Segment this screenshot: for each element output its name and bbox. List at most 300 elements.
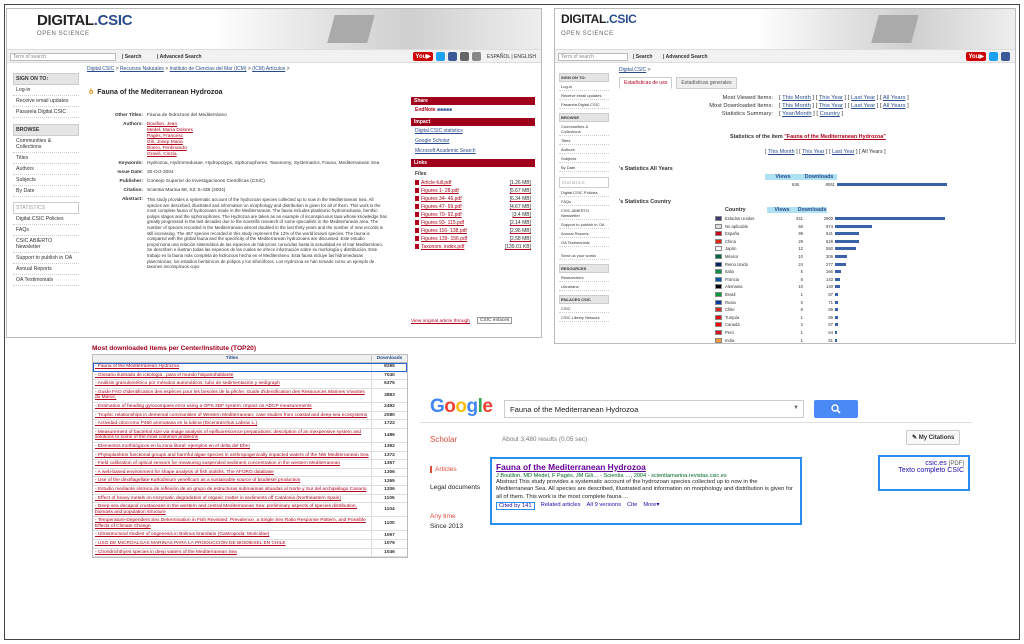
flag-icon	[715, 307, 722, 312]
statistics-button[interactable]: STATISTICS	[13, 202, 79, 214]
country-downloads: 71	[828, 299, 833, 305]
country-views: 5	[800, 269, 803, 275]
country-views: 1	[800, 292, 803, 297]
item-title-link[interactable]: - Fauna of the Mediterranean Hydrozoa	[95, 364, 179, 369]
stat-label: Most Viewed Items:	[722, 95, 773, 101]
field-label: Publisher:	[119, 179, 143, 184]
pdf-icon	[415, 196, 419, 201]
flag-icon	[715, 269, 722, 274]
filter-any-time[interactable]: Any time	[430, 513, 456, 520]
sidebar-item-titles[interactable]: Titles	[559, 136, 609, 145]
country-row	[715, 314, 955, 321]
download-count: 1046	[371, 549, 407, 557]
youtube-icon[interactable]: You▶	[415, 54, 431, 60]
views-header: Views	[767, 207, 797, 213]
top20-panel	[86, 345, 414, 638]
country-name: Japón	[725, 246, 737, 252]
item-title-link[interactable]: - Phytoplankton functional groups and harmful algae species in anthropogenically impacted waters of the NW Mediterranean Sea	[95, 452, 369, 458]
country-bar	[835, 263, 846, 266]
flag-icon	[715, 254, 722, 259]
search-input[interactable]: Term of search	[10, 53, 116, 61]
site-logo[interactable]	[37, 12, 132, 29]
country-name: Canadá	[725, 322, 740, 328]
my-citations-button[interactable]: ✎ My Citations	[906, 430, 960, 445]
site-logo[interactable]	[561, 12, 637, 26]
field-label: Abstract:	[121, 197, 143, 202]
country-views: 29	[798, 238, 803, 244]
csic-statistics-link[interactable]: Digital.CSIC statistics	[415, 128, 463, 134]
sidebar-item-support-oa[interactable]: Support to publish in OA	[13, 253, 79, 264]
author-link[interactable]: Medel, María Dolores	[147, 128, 193, 133]
site-header	[7, 9, 541, 49]
country-row	[715, 337, 955, 344]
flag-icon	[715, 216, 722, 221]
country-row	[715, 223, 955, 230]
item-title-link[interactable]: - Estimation of heading gyrocompass error using a GPS 3DF system: Impact on ADCP measurements	[95, 403, 312, 409]
social-icons	[966, 52, 1010, 61]
sidebar-item-policies[interactable]: Digital.CSIC Policies	[13, 214, 79, 225]
pdf-icon	[415, 244, 419, 249]
author-link[interactable]: Bouillon, Jean	[147, 122, 178, 127]
item-title-link[interactable]: - Temperature-Dependent Sex Determination in Fish Revisited: Prevalence, a Single Sex Ratio Response Pattern, and Possible Effects of Climate Change	[95, 518, 366, 529]
stat-link[interactable]: This Month	[782, 95, 811, 101]
filter-legal[interactable]: Legal documents	[430, 484, 481, 491]
country-row	[715, 238, 955, 245]
search-input[interactable]: Term of search	[558, 53, 628, 61]
issue-date-value: 30-Oct-2004	[147, 170, 174, 175]
breadcrumb-item[interactable]: Digital.CSIC	[87, 66, 115, 72]
country-bar	[835, 331, 837, 334]
google-scholar-link[interactable]: Google Scholar	[415, 138, 450, 144]
country-bar	[835, 316, 838, 319]
item-title-link[interactable]: - Effect of heavy metals on enzymatic degradation of organic matter in sediments off Catalonia (Northeastern Spain)	[95, 495, 341, 501]
file-size: [3.4 MB]	[512, 212, 531, 218]
divider	[420, 422, 972, 423]
sidebar-item-oa-testimonials[interactable]: OA Testimonials	[13, 275, 79, 286]
microsoft-academic-link[interactable]: Microsoft Academic Search	[415, 148, 476, 154]
left-sidebar	[13, 71, 79, 286]
views-header: Views	[765, 174, 801, 180]
item-title-link[interactable]: - A web-based environment for shape analysis of fish otoliths. The AFORO database	[95, 469, 274, 475]
search-icon	[831, 404, 841, 414]
cited-by-link[interactable]: Cited by 141	[496, 502, 535, 510]
share-heading: Share	[411, 97, 535, 105]
record-title-text: Fauna of the Mediterranean Hydrozoa	[97, 89, 223, 96]
table-row	[93, 443, 407, 452]
country-downloads: 143	[826, 276, 833, 282]
item-title-link[interactable]: - Glosario ilustrado de ictiología : para el mundo hispanohablante	[95, 372, 234, 378]
sidebar-item-annual-reports[interactable]: Annual Reports	[13, 264, 79, 275]
breadcrumb-item[interactable]: Recursos Naturales	[119, 66, 164, 72]
sidebar-item-newsletter[interactable]: CSIC ABIERTO Newsletter	[13, 236, 79, 253]
sidebar-item-subjects[interactable]: Subjects	[559, 154, 609, 163]
country-row	[715, 230, 955, 237]
file-size: [5.67 MB]	[509, 188, 531, 194]
related-articles-link[interactable]: Related articles	[540, 502, 581, 509]
file-link[interactable]: Figures 1- 28.pdf [5.67 MB]	[411, 187, 535, 195]
facebook-icon[interactable]	[448, 52, 457, 61]
file-link[interactable]: Figures 70- 92.pdf [3.4 MB]	[411, 211, 535, 219]
item-title-link[interactable]: - Actividad citocromo P450 aromatasa en la lubina (Dicentrarchus Labrax L.)	[95, 421, 258, 427]
twitter-icon[interactable]	[989, 52, 998, 61]
item-title-link[interactable]: - Ultrastructural studies of oogenesis in Bolinus brandaris (Gastropoda: Muricidae)	[95, 532, 270, 538]
country-name: China	[725, 238, 736, 244]
stat-label: Most Downloaded Items:	[709, 103, 773, 109]
abstract-value: This study provides a systematic account of the hydrozoan species collected up to now in the Mediterranean Sea. All species are described, illustrated and information on morphology and distribution is given for all of them. This work is the most complete fauna of hydrozoans made in the Mediterranean. The fauna includes planktonic hydromedusae, benthic polyps stages and the siphonophores. The Hydrozoa are taken as an example of inconspicuous taxa whose knowledge has greatly progressed in the last decades due to the scientific research of some specialists in the Mediterranean area. The number of species recorded in the Mediterranean almost doubled in the last thirty years and the number of new records is still increasing. The 457 species recorded in this study represent the 12% of the world known species. The fauna is compared with the global fauna and the specificity of the Mediterranean hydrozoans are discussed. Este estudio proporciona una relación sistemática de las especies de hidrozoos conocidas hasta la actualidad en el mar Mediterráneo. Se describen e ilustran todas las especies de las cuales se ofrece información sobre su morfología y distribución. Este trabajo es la fauna más completa de hidrozoos hecha en el Mediterráneo. Esta fauna incluye las hidromedusas planctónicas, los estadios bentónicos de pólipos y los sifonóforos. Los Hydrozoa se han tomado como un ejemplo de taxones inconspicuos cuyo	[147, 197, 387, 270]
country-name: Alemania	[725, 284, 743, 290]
country-downloads: 974	[826, 223, 833, 229]
result-title-link[interactable]: Fauna of the Mediterranean Hydrozoa	[496, 462, 646, 472]
breadcrumb-item[interactable]: (ICM) Artículos	[252, 66, 286, 72]
sidebar-item-by-date[interactable]: By Date	[559, 163, 609, 172]
field-label: Keywords:	[118, 161, 143, 166]
country-name: Brasil	[725, 292, 736, 297]
language-switch[interactable]: ESPAÑOL | ENGLISH	[486, 53, 536, 60]
country-heading: 's Statistics Country	[619, 199, 671, 205]
author-link[interactable]: Boero, Ferdinando	[147, 146, 187, 151]
pdf-icon	[415, 204, 419, 209]
sidebar-item-login[interactable]: Log-in	[13, 85, 79, 96]
rss-icon[interactable]	[460, 52, 469, 61]
period-current: All Years	[861, 149, 883, 155]
stat-link[interactable]: This Month	[782, 103, 811, 109]
country-bar	[835, 339, 837, 342]
table-row	[93, 452, 407, 461]
stat-links: Most Viewed Items: [ This Month ] [ This Year ] [ Last Year ] [ All Years ] Most Downloaded Items: [ This Month ] [ This Year ] [ Last Year ] [ All Years ] Statistics Summary: [ Year/Month ] [ Country ]	[619, 95, 959, 119]
sidebar-item[interactable]: CSIC ABIERTO Newsletter	[559, 206, 609, 220]
social-icons	[413, 52, 536, 61]
country-row	[715, 283, 955, 290]
period-link[interactable]: This Year	[801, 149, 825, 155]
download-count: 1722	[371, 420, 407, 428]
download-count: 1104	[371, 503, 407, 516]
download-count: 7040	[371, 372, 407, 380]
sidebar-item[interactable]: Digital.CSIC Policies	[559, 188, 609, 197]
country-name: España	[725, 231, 740, 237]
country-bar	[835, 293, 838, 296]
sidebar-item[interactable]: OA Testimonials	[559, 238, 609, 247]
country-views: 6	[800, 307, 803, 313]
record-fields	[89, 113, 389, 273]
field-label: Citation:	[123, 188, 143, 193]
sidebar-item-authors[interactable]: Authors	[13, 164, 79, 175]
versions-link[interactable]: All 9 versions	[586, 502, 621, 509]
advanced-search-link[interactable]: | Advanced Search	[157, 54, 202, 60]
file-link[interactable]: Figures 47- 69.pdf [4.67 MB]	[411, 203, 535, 211]
download-count: 1097	[371, 531, 407, 539]
result-abstract: Abstract This study provides a systematic account of the hydrozoan species collected up to now in the Mediterranean Sea. All species are described, illustrated and information on morphology and distribution is given for all of them. This work is the most complete fauna ...	[496, 479, 793, 500]
pdf-icon	[415, 212, 419, 217]
facebook-icon[interactable]	[1001, 52, 1010, 61]
item-title-link[interactable]: - USO DE MICROALGAS MARINAS PARA LA PRODUCCIÓN DE BIODIESEL EN CHILE	[95, 541, 286, 547]
country-downloads: 69	[828, 307, 833, 313]
filter-articles[interactable]: Articles	[430, 466, 457, 473]
table-row	[93, 363, 407, 372]
item-title-link[interactable]: - Elementos morfológicos en la zona litoral: ejemplos en el delta del Ebro	[95, 443, 250, 449]
country-row	[715, 306, 955, 313]
item-title-link[interactable]: - Chondrichthyes species in deep waters of the Mediterranean Sea	[95, 549, 237, 555]
file-link[interactable]: Figures 139- 156.pdf [2.58 MB]	[411, 235, 535, 243]
item-title-link[interactable]: - Deep-sea decapod crustaceans in the western and central Mediterranean Sea: preliminary aspects of species distribution, biomass and population structure	[95, 504, 357, 515]
stat-link[interactable]: This Year	[818, 103, 843, 109]
country-downloads: 87	[828, 292, 833, 297]
file-size: [2.96 MB]	[509, 228, 531, 234]
signon-heading: SIGN ON TO:	[559, 73, 609, 82]
download-count: 1079	[371, 540, 407, 548]
browse-heading: BROWSE	[559, 113, 609, 122]
impact-heading: Impact	[411, 118, 535, 126]
stat-link[interactable]: All Years	[882, 103, 906, 109]
statistics-panel	[554, 8, 1016, 344]
sidebar-item[interactable]: Researchers	[559, 273, 609, 282]
download-count: 1357	[371, 460, 407, 468]
country-row	[715, 299, 955, 306]
share-icons[interactable]: ■■■■■	[436, 107, 453, 113]
author-link[interactable]: Pagès, Francesc	[147, 134, 183, 139]
pencil-icon: ✎	[912, 435, 919, 441]
country-bar	[835, 217, 945, 220]
item-title-link[interactable]: - Measurement of bacterial size via image analysis of epifluorescence preparations: description of an inexpensive system and solutions to some of the most common problems	[95, 429, 362, 441]
sidebar-item[interactable]: Send us your works	[559, 251, 609, 260]
download-count: 2080	[371, 412, 407, 420]
table-row	[93, 412, 407, 421]
dropdown-arrow-icon[interactable]: ▼	[793, 405, 799, 411]
file-size: [4.67 MB]	[509, 204, 531, 210]
country-name: Chile	[725, 307, 735, 313]
google-logo[interactable]: Google	[430, 396, 493, 417]
sidebar-item-email-updates[interactable]: Receive email updates	[559, 91, 609, 100]
download-count: 8295	[371, 363, 407, 371]
scholar-search-input[interactable]: Fauna of the Mediterranean Hydrozoa ▼	[504, 400, 804, 418]
table-row	[93, 531, 407, 540]
tab-usage-stats[interactable]: Estadísticas de uso	[619, 77, 672, 89]
item-title-link[interactable]: - Estudio mediante sísmica de reflexión de un grupo de estructuras submarinas situadas al Norte y Sur del archipiélago Canario	[95, 486, 367, 492]
sidebar-item-subjects[interactable]: Subjects	[13, 175, 79, 186]
flag-icon	[715, 231, 722, 236]
more-link[interactable]: More▾	[643, 502, 660, 509]
country-views: 341	[796, 216, 803, 221]
other-titles-value: Fauna de hidrozoos del Mediterráneo	[147, 113, 227, 118]
author-link[interactable]: Gili, Josep Maria	[147, 140, 183, 145]
country-downloads: 306	[826, 254, 833, 259]
filter-since-2013[interactable]: Since 2013	[430, 523, 463, 530]
sidebar-item-titles[interactable]: Titles	[13, 153, 79, 164]
sidebar-item[interactable]: Librarians	[559, 282, 609, 291]
stat-link[interactable]: Last Year	[851, 95, 876, 101]
sidebar-item[interactable]: FAQs	[559, 197, 609, 206]
download-count: 1265	[371, 477, 407, 485]
field-label: Other Titles:	[114, 113, 143, 118]
breadcrumb: Digital.CSIC > Recursos Naturales > Instituto de Ciencias del Mar (ICM) > (ICM) Artículos >	[87, 66, 290, 72]
table-row	[93, 403, 407, 412]
authors-list	[147, 122, 389, 158]
country-downloads: 641	[826, 231, 833, 237]
sidebar-item[interactable]: Annual Reports	[559, 229, 609, 238]
cite-link[interactable]: Cite	[627, 502, 638, 509]
csic-enlaces-button[interactable]: CSIC enlaces	[477, 317, 512, 324]
sidebar-item[interactable]: CSIC Library Network	[559, 313, 609, 322]
sidebar-item-faqs[interactable]: FAQs	[13, 225, 79, 236]
table-row	[93, 372, 407, 381]
flag-icon	[715, 239, 722, 244]
file-size: [6.34 MB]	[509, 196, 531, 202]
country-bar	[835, 225, 872, 228]
country-row	[715, 268, 955, 275]
country-row	[715, 291, 955, 298]
pdf-icon	[415, 180, 419, 185]
mail-icon[interactable]	[472, 52, 481, 61]
stat-link[interactable]: All Years	[882, 95, 906, 101]
left-sidebar	[559, 71, 609, 322]
source-domain[interactable]: csic.es	[925, 460, 947, 467]
file-link[interactable]: Figures 116- 138.pdf [2.96 MB]	[411, 227, 535, 235]
table-row	[93, 486, 407, 495]
logo-csic: .CSIC	[93, 12, 133, 29]
share-row	[411, 105, 535, 115]
country-views: 1	[800, 314, 803, 320]
country-bar	[835, 308, 838, 311]
right-column	[411, 94, 535, 251]
sidebar-item-communities[interactable]: Communities & Collections	[559, 122, 609, 136]
table-row	[93, 429, 407, 443]
period-selector: [ This Month ] [ This Year ] [ Last Year ] [ All Years ]	[765, 149, 886, 155]
sidebar-item[interactable]: Support to publish in OA	[559, 220, 609, 229]
sidebar-item[interactable]: CSIC	[559, 304, 609, 313]
flag-icon	[715, 292, 722, 297]
search-result	[490, 457, 802, 525]
country-row	[715, 321, 955, 328]
country-name: México	[725, 254, 739, 259]
country-name: Reino Unido	[725, 261, 749, 267]
search-button[interactable]	[814, 400, 858, 418]
sidebar-item-pasarela[interactable]: Pasarela Digital.CSIC	[13, 107, 79, 118]
breadcrumb-item[interactable]: Instituto de Ciencias del Mar (ICM)	[169, 66, 247, 72]
country-downloads: 2900	[823, 216, 833, 221]
pdf-tag: [PDF]	[948, 461, 964, 467]
stat-link[interactable]: Last Year	[851, 103, 876, 109]
downloads-header: Downloads	[801, 174, 837, 180]
publisher-value: Consejo Superior de Investigaciones Científicas (CSIC)	[147, 179, 265, 184]
stat-link[interactable]: This Year	[818, 95, 843, 101]
download-count: 1105	[371, 495, 407, 503]
country-views: 0	[800, 299, 803, 305]
breadcrumb-item[interactable]: Digital.CSIC	[619, 67, 647, 73]
file-link[interactable]: Figures 93- 115.pdf [2.14 MB]	[411, 219, 535, 227]
search-link[interactable]: | Search	[122, 54, 142, 60]
stat-link[interactable]: Year/Month	[782, 111, 812, 117]
search-bar	[555, 49, 1015, 63]
search-link[interactable]: | Search	[633, 54, 653, 60]
google-scholar-panel	[420, 394, 1016, 544]
country-views: 12	[798, 246, 803, 252]
country-bar	[835, 255, 847, 258]
table-row	[93, 503, 407, 517]
country-row	[715, 215, 955, 222]
file-link[interactable]: Article-full.pdf [1.26 MB]	[411, 179, 535, 187]
record-title	[89, 89, 223, 96]
country-views: 10	[798, 254, 803, 259]
view-original-link[interactable]: View original article through	[411, 319, 470, 324]
period-link[interactable]: Last Year	[831, 149, 855, 155]
download-count: 6375	[371, 380, 407, 388]
download-count: 1372	[371, 452, 407, 460]
statistics-button[interactable]: STATISTICS	[559, 177, 609, 188]
country-downloads: 69	[828, 314, 833, 320]
country-bar	[835, 278, 840, 281]
tab-general-stats[interactable]: Estadísticas generales	[676, 77, 736, 89]
advanced-search-link[interactable]: | Advanced Search	[663, 54, 708, 60]
table-row	[93, 549, 407, 558]
sidebar-item-pasarela[interactable]: Pasarela Digital.CSIC	[559, 100, 609, 109]
table-row	[93, 517, 407, 531]
document-icon: ô	[89, 89, 94, 96]
item-title-link[interactable]: - Use of the dinoflagellate Karlodinium veneficum as a sustainable source of biodiesel production	[95, 478, 301, 484]
period-link[interactable]: This Month	[767, 149, 795, 155]
flag-icon	[715, 284, 722, 289]
downloads-bar	[837, 183, 947, 186]
fulltext-link-box[interactable]	[878, 455, 970, 491]
stat-link[interactable]: Country	[819, 111, 840, 117]
stat-item-link[interactable]: "Fauna of the Mediterranean Hydrozoa"	[784, 134, 886, 140]
file-size: [2.14 MB]	[509, 220, 531, 226]
browse-heading: BROWSE	[13, 124, 79, 136]
flag-icon	[715, 224, 722, 229]
file-link[interactable]: Taxonom. index.pdf [139.01 KB]	[411, 243, 535, 251]
item-title-link[interactable]: - Análisis granulométrico por métodos automáticos: tubo de sedimentación y sedígraph	[95, 381, 280, 387]
logo-subtitle: OPEN SCIENCE	[561, 31, 614, 37]
country-views: 99	[798, 231, 803, 237]
author-link[interactable]: Gravili, Cinzia	[147, 152, 177, 157]
country-name: India	[725, 337, 735, 343]
country-bar	[835, 240, 859, 243]
pdf-icon	[415, 220, 419, 225]
youtube-icon[interactable]: You▶	[968, 54, 984, 60]
sidebar-item-authors[interactable]: Authors	[559, 145, 609, 154]
country-header: Country	[725, 207, 746, 213]
endnote-button[interactable]: EndNote	[415, 107, 436, 113]
file-link[interactable]: Figures 34- 46.pdf [6.34 MB]	[411, 195, 535, 203]
twitter-icon[interactable]	[436, 52, 445, 61]
download-count: 3883	[371, 389, 407, 402]
download-count: 1100	[371, 517, 407, 530]
item-title-link[interactable]: - Field calibration of optical sensors for measuring suspended sediment concentration in the western Mediterranean	[95, 461, 341, 467]
sidebar-item-login[interactable]: Log-in	[559, 82, 609, 91]
country-bar	[835, 270, 841, 273]
country-row	[715, 276, 955, 283]
country-views: 6	[800, 276, 803, 282]
download-count: 1206	[371, 486, 407, 494]
sidebar-item-email-updates[interactable]: Receive email updates	[13, 96, 79, 107]
table-row	[93, 460, 407, 469]
file-size: [1.26 MB]	[509, 180, 531, 186]
item-title-link[interactable]: - Guide FAO d'identification des espèces pour les besoins de la pêche. Guide d'identification des Ressources Marines Vivantes du Maroc.	[95, 389, 365, 401]
sidebar-item-by-date[interactable]: By Date	[13, 186, 79, 197]
country-bar	[835, 301, 838, 304]
country-views: 1	[800, 330, 803, 335]
country-downloads: 629	[826, 238, 833, 244]
sidebar-item-communities[interactable]: Communities & Collections	[13, 136, 79, 153]
signon-heading: SIGN ON TO:	[13, 73, 79, 85]
country-views: 24	[798, 261, 803, 267]
header-banner	[211, 9, 541, 49]
country-downloads: 140	[826, 284, 833, 290]
item-title-link[interactable]: - Trophic relationships in demersal communities of Western Mediterranean: case studies from coastal and deep-sea ecosystems	[95, 412, 368, 418]
fulltext-link[interactable]: Texto completo CSIC	[898, 467, 964, 474]
file-size: [139.01 KB]	[504, 244, 531, 250]
result-links	[496, 502, 796, 510]
table-row	[93, 477, 407, 486]
flag-icon	[715, 262, 722, 267]
